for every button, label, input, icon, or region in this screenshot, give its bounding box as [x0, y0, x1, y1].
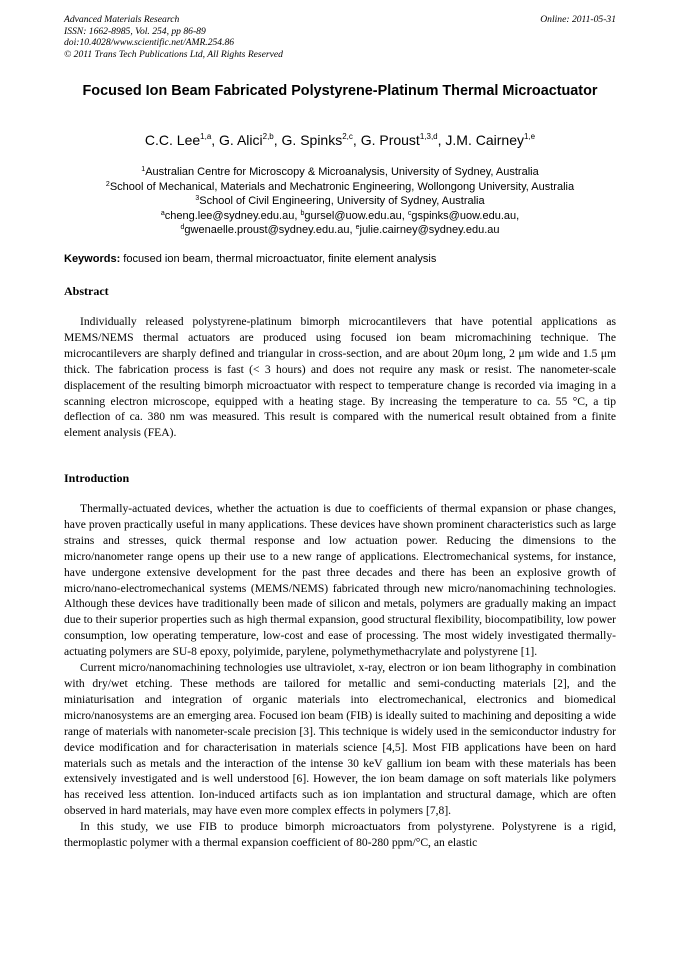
issn-line: ISSN: 1662-8985, Vol. 254, pp 86-89 — [64, 25, 206, 37]
email-link[interactable]: cheng.lee@sydney.edu.au, — [164, 209, 301, 222]
affiliations — [40, 165, 640, 238]
email-line: $^d$gwenaelle.proust@sydney.edu.au, $^e$julie.cairney@sydney.edu.au — [180, 224, 500, 237]
journal-header — [64, 14, 616, 60]
author: C.C. Lee$^{1,a}$, — [144, 132, 220, 148]
abstract-heading: Abstract — [64, 284, 109, 298]
author: G. Proust$^{1,3,d}$, — [360, 132, 446, 148]
introduction-heading: Introduction — [64, 471, 130, 485]
copyright-line: © 2011 Trans Tech Publications Ltd, All Rights Reserved — [64, 48, 283, 60]
author: G. Alici$^{2,b}$, — [219, 132, 282, 148]
author: G. Spinks$^{2,c}$, — [281, 132, 361, 148]
abstract-body — [64, 314, 616, 441]
email-link[interactable]: gursel@uow.edu.au, — [304, 209, 408, 222]
affiliation: $^3$School of Civil Engineering, University of Sydney, Australia — [195, 195, 485, 208]
introduction-body — [64, 501, 616, 851]
abstract-paragraph: Individually released polystyrene-platinum bimorph microcantilevers that have potential applications as MEMS/NEMS thermal actuators are produced using focused ion beam micromachining technique. The microcantilevers are sharply defined and triangular in cross-section, and are about 20μm long, 2 μm wide and 1.5 μm thick. The fabrication process is fast (< 3 hours) and does not require any mask or resist. The nanometer-scale displacement of the resulting bimorph microactuator with respect to temperature change is recorded via imaging in a scanning electron microscope, equipped with a heating stage. By increasing the temperature to ca. 55 °C, a tip deflection of ca. 380 nm was measured. This result is compared with the numerical result obtained from a finite element analysis (FEA). — [64, 315, 616, 440]
introduction-paragraph: Thermally-actuated devices, whether the actuation is due to coefficients of thermal expansion or phase changes, have proven practically useful in many applications. These devices have shown prominent characteristics such as large strains and stresses, quick thermal response and low actuation power. Reducing the dimensions to the micro/nanometer range opens up their use to a new range of applications. Electromechanical systems, for instance, have undergone extensive development for the past three decades and there has been an explosive growth of micro/nano-electromechanical systems (MEMS/NEMS) fabricated through new micro/nanomachining technologies. Although these devices have traditionally been made of silicon and metals, polymers are gradually making an impact due to their superior properties such as high thermal expansion, good structural flexibility, biocompatibility, low power consumption, low operating temperature, low-cost and ease of processing. The most widely investigated thermally-actuating polymers are SU-8 epoxy, polyimide, parylene, polymethymethacrylate and polystyrene [1]. — [64, 502, 616, 659]
email-line: $^a$cheng.lee@sydney.edu.au, $^b$gursel@uow.edu.au, $^c$gspinks@uow.edu.au, — [160, 209, 520, 222]
author-list — [64, 131, 616, 149]
email-link[interactable]: gwenaelle.proust@sydney.edu.au, — [184, 224, 356, 237]
introduction-paragraph: In this study, we use FIB to produce bimorph microactuators from polystyrene. Polystyrene is a rigid, thermoplastic polymer with a thermal expansion coefficient of 80-280 ppm/°C, an elastic — [64, 820, 616, 850]
author: J.M. Cairney$^{1,e}$ — [445, 132, 536, 148]
email-link[interactable]: gspinks@uow.edu.au, — [411, 209, 520, 222]
keywords — [64, 252, 616, 266]
affiliation: $^2$School of Mechanical, Materials and Mechatronic Engineering, Wollongong University, Australia — [105, 180, 575, 193]
introduction-paragraph: Current micro/nanomachining technologies use ultraviolet, x-ray, electron or ion beam lithography in combination with dry/wet etching. These methods are tailored for metallic and semi-conducting materials [2], and the miniaturisation and integration of organic materials into electromechanical, electronics and biomedical micro/nanosystems are an emerging area. Focused ion beam (FIB) is ideally suited to machining and depositing a wide range of materials with nanometer-scale precision [3]. This technique is widely used in the semiconductor industry for device modification and for characterisation in materials science [4,5]. Most FIB applications have been on hard materials such as metals and the interaction of the intense 30 keV gallium ion beam with these materials has been extensively investigated and is well understood [6]. However, the ion beam damage on soft materials like polymers has received less attention. Ion-induced artifacts such as ion implantation and structural damage, which are often observed in hard materials, may have even more complex effects in polymers [7,8]. — [64, 661, 616, 818]
paper-title: Focused Ion Beam Fabricated Polystyrene-Platinum Thermal Microactuator — [82, 83, 598, 99]
journal-name: Advanced Materials Research — [64, 14, 180, 25]
email-link[interactable]: julie.cairney@sydney.edu.au — [359, 224, 500, 237]
keywords-text: focused ion beam, thermal microactuator, finite element analysis — [120, 253, 437, 265]
affiliation: $^1$Australian Centre for Microscopy & Microanalysis, University of Sydney, Australia — [141, 166, 539, 178]
online-date: Online: 2011-05-31 — [540, 14, 616, 25]
doi-line[interactable]: doi:10.4028/www.scientific.net/AMR.254.86 — [64, 37, 235, 49]
keywords-label: Keywords: — [64, 253, 121, 265]
